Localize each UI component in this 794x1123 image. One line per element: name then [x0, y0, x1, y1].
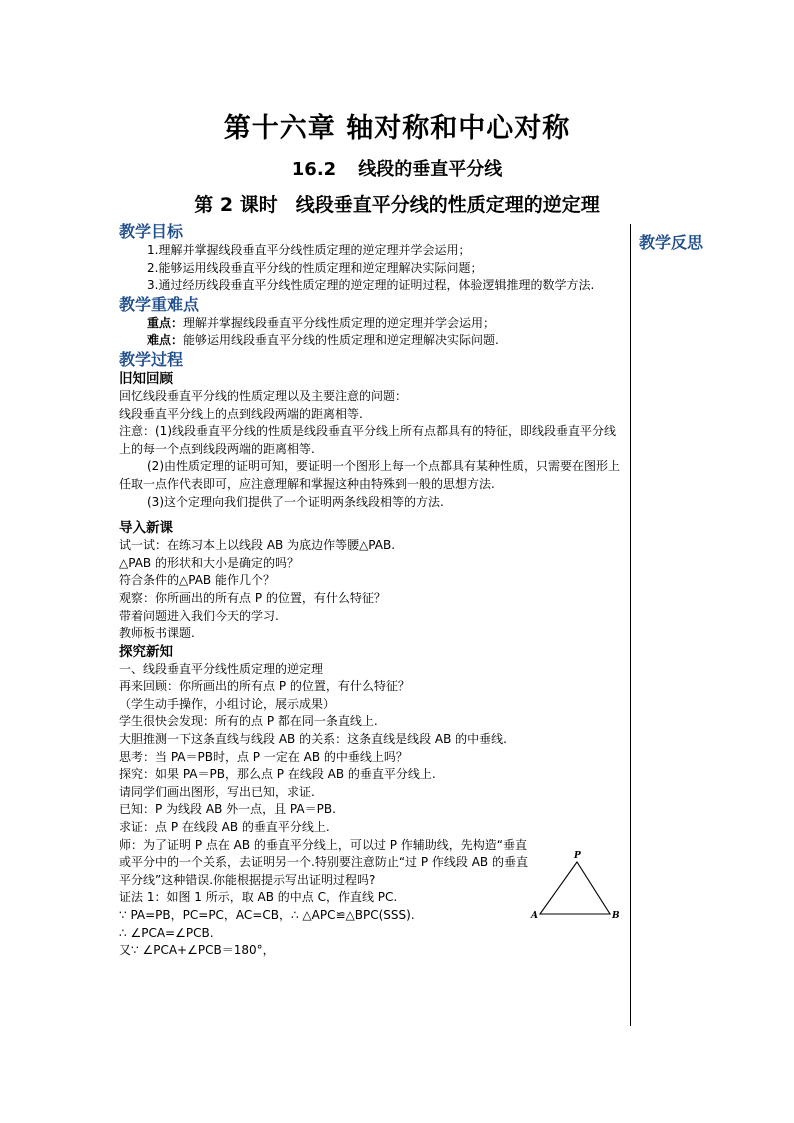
process-heading: 教学过程	[119, 349, 184, 369]
column-divider	[630, 224, 631, 1026]
lesson-label: 第 2 课时	[194, 194, 278, 216]
key-point	[119, 315, 627, 333]
difficult-label: 难点：	[147, 333, 184, 348]
proof-line: ∴ ∠PCA=∠PCB.	[119, 925, 214, 940]
objective-item: 1.理解并掌握线段垂直平分线性质定理的逆定理并学会运用；	[147, 243, 471, 257]
teacher-note: 师：为了证明 P 点在 AB 的垂直平分线上，可以过 P 作辅助线，先构造“垂直或平分中的一个关系，去证明另一个.特别要注意防止“过 P 作线段 AB 的垂直平分线”这种错误.你能根据提示写出证明过程吗?	[119, 837, 528, 887]
explore-line: 请同学们画出图形，写出已知，求证.	[119, 784, 315, 799]
key-label: 重点：	[147, 315, 184, 330]
chapter-title: 第十六章 轴对称和中心对称	[223, 113, 571, 144]
intro-line: 带着问题进入我们今天的学习.	[119, 608, 279, 623]
explore-line: 一、线段垂直平分线性质定理的逆定理	[119, 661, 324, 676]
explore-line: 探究：如果 PA＝PB，那么点 P 在线段 AB 的垂直平分线上.	[119, 767, 436, 782]
explore-line: 学生很快会发现：所有的点 P 都在同一条直线上.	[119, 714, 378, 729]
review-line: (2)由性质定理的证明可知，要证明一个图形上每一个点都具有某种性质，只需要在图形上任取一点作代表即可，应注意理解和掌握这种由特殊到一般的思想方法.	[119, 459, 621, 491]
keypoints-heading: 教学重难点	[119, 294, 200, 314]
intro-line: △PAB 的形状和大小是确定的吗？	[119, 555, 299, 570]
review-heading: 旧知回顾	[119, 370, 173, 387]
label-a: A	[531, 911, 538, 921]
triangle-pab	[540, 862, 610, 914]
review-line: 线段垂直平分线上的点到线段两端的距离相等.	[119, 406, 363, 421]
explore-line: 求证：点 P 在线段 AB 的垂直平分线上.	[119, 820, 330, 835]
triangle-figure	[530, 848, 620, 923]
section-name: 线段的垂直平分线	[358, 159, 503, 180]
lesson-name: 线段垂直平分线的性质定理的逆定理	[295, 194, 600, 216]
label-p: P	[574, 851, 581, 861]
proof-line: ∵ PA=PB，PC=PC，AC=CB，∴ △APC≌△BPC(SSS).	[119, 908, 415, 922]
review-line: (3)这个定理向我们提供了一个证明两条线段相等的方法.	[147, 494, 444, 509]
lesson-title	[0, 190, 794, 217]
explore-heading: 探究新知	[119, 643, 173, 660]
reflection-heading: 教学反思	[639, 233, 704, 252]
intro-line: 教师板书课题.	[119, 626, 195, 641]
section-number: 16.2	[291, 159, 337, 180]
explore-line: 已知：P 为线段 AB 外一点，且 PA＝PB.	[119, 802, 336, 817]
difficult-point	[119, 332, 627, 350]
review-line: 回忆线段垂直平分线的性质定理以及主要注意的问题：	[119, 388, 408, 403]
explore-line: 思考：当 PA＝PB时，点 P 一定在 AB 的中垂线上吗？	[119, 749, 408, 764]
intro-line: 试一试：在练习本上以线段 AB 为底边作等腰△PAB.	[119, 538, 396, 553]
objectives-heading: 教学目标	[119, 222, 184, 241]
proof-line: 证法 1：如图 1 所示，取 AB 的中点 C，作直线 PC.	[119, 890, 398, 905]
objective-item: 2.能够运用线段垂直平分线的性质定理和逆定理解决实际问题；	[147, 260, 483, 275]
review-line: 注意：(1)线段垂直平分线的性质是线段垂直平分线上所有点都具有的特征，即线段垂直平分线上的每一个点到线段两端的距离相等.	[119, 424, 617, 456]
difficult-text: 能够运用线段垂直平分线的性质定理和逆定理解决实际问题.	[183, 333, 499, 348]
explore-line: 再来回顾：你所画出的所有点 P 的位置，有什么特征？	[119, 679, 410, 694]
intro-line: 观察：你所画出的所有点 P 的位置，有什么特征？	[119, 590, 386, 605]
key-text: 理解并掌握线段垂直平分线性质定理的逆定理并学会运用；	[183, 315, 496, 330]
explore-line: 大胆推测一下这条直线与线段 AB 的关系：这条直线是线段 AB 的中垂线.	[119, 732, 507, 747]
explore-line: （学生动手操作，小组讨论，展示成果）	[119, 696, 336, 711]
proof-line: 又∵ ∠PCA+∠PCB＝180°，	[119, 943, 275, 958]
intro-heading: 导入新课	[119, 520, 173, 537]
label-b: B	[612, 911, 620, 921]
section-title	[0, 155, 794, 181]
objective-item: 3.通过经历线段垂直平分线性质定理的逆定理的证明过程，体验逻辑推理的数学方法.	[147, 278, 595, 293]
intro-line: 符合条件的△PAB 能作几个？	[119, 573, 275, 588]
